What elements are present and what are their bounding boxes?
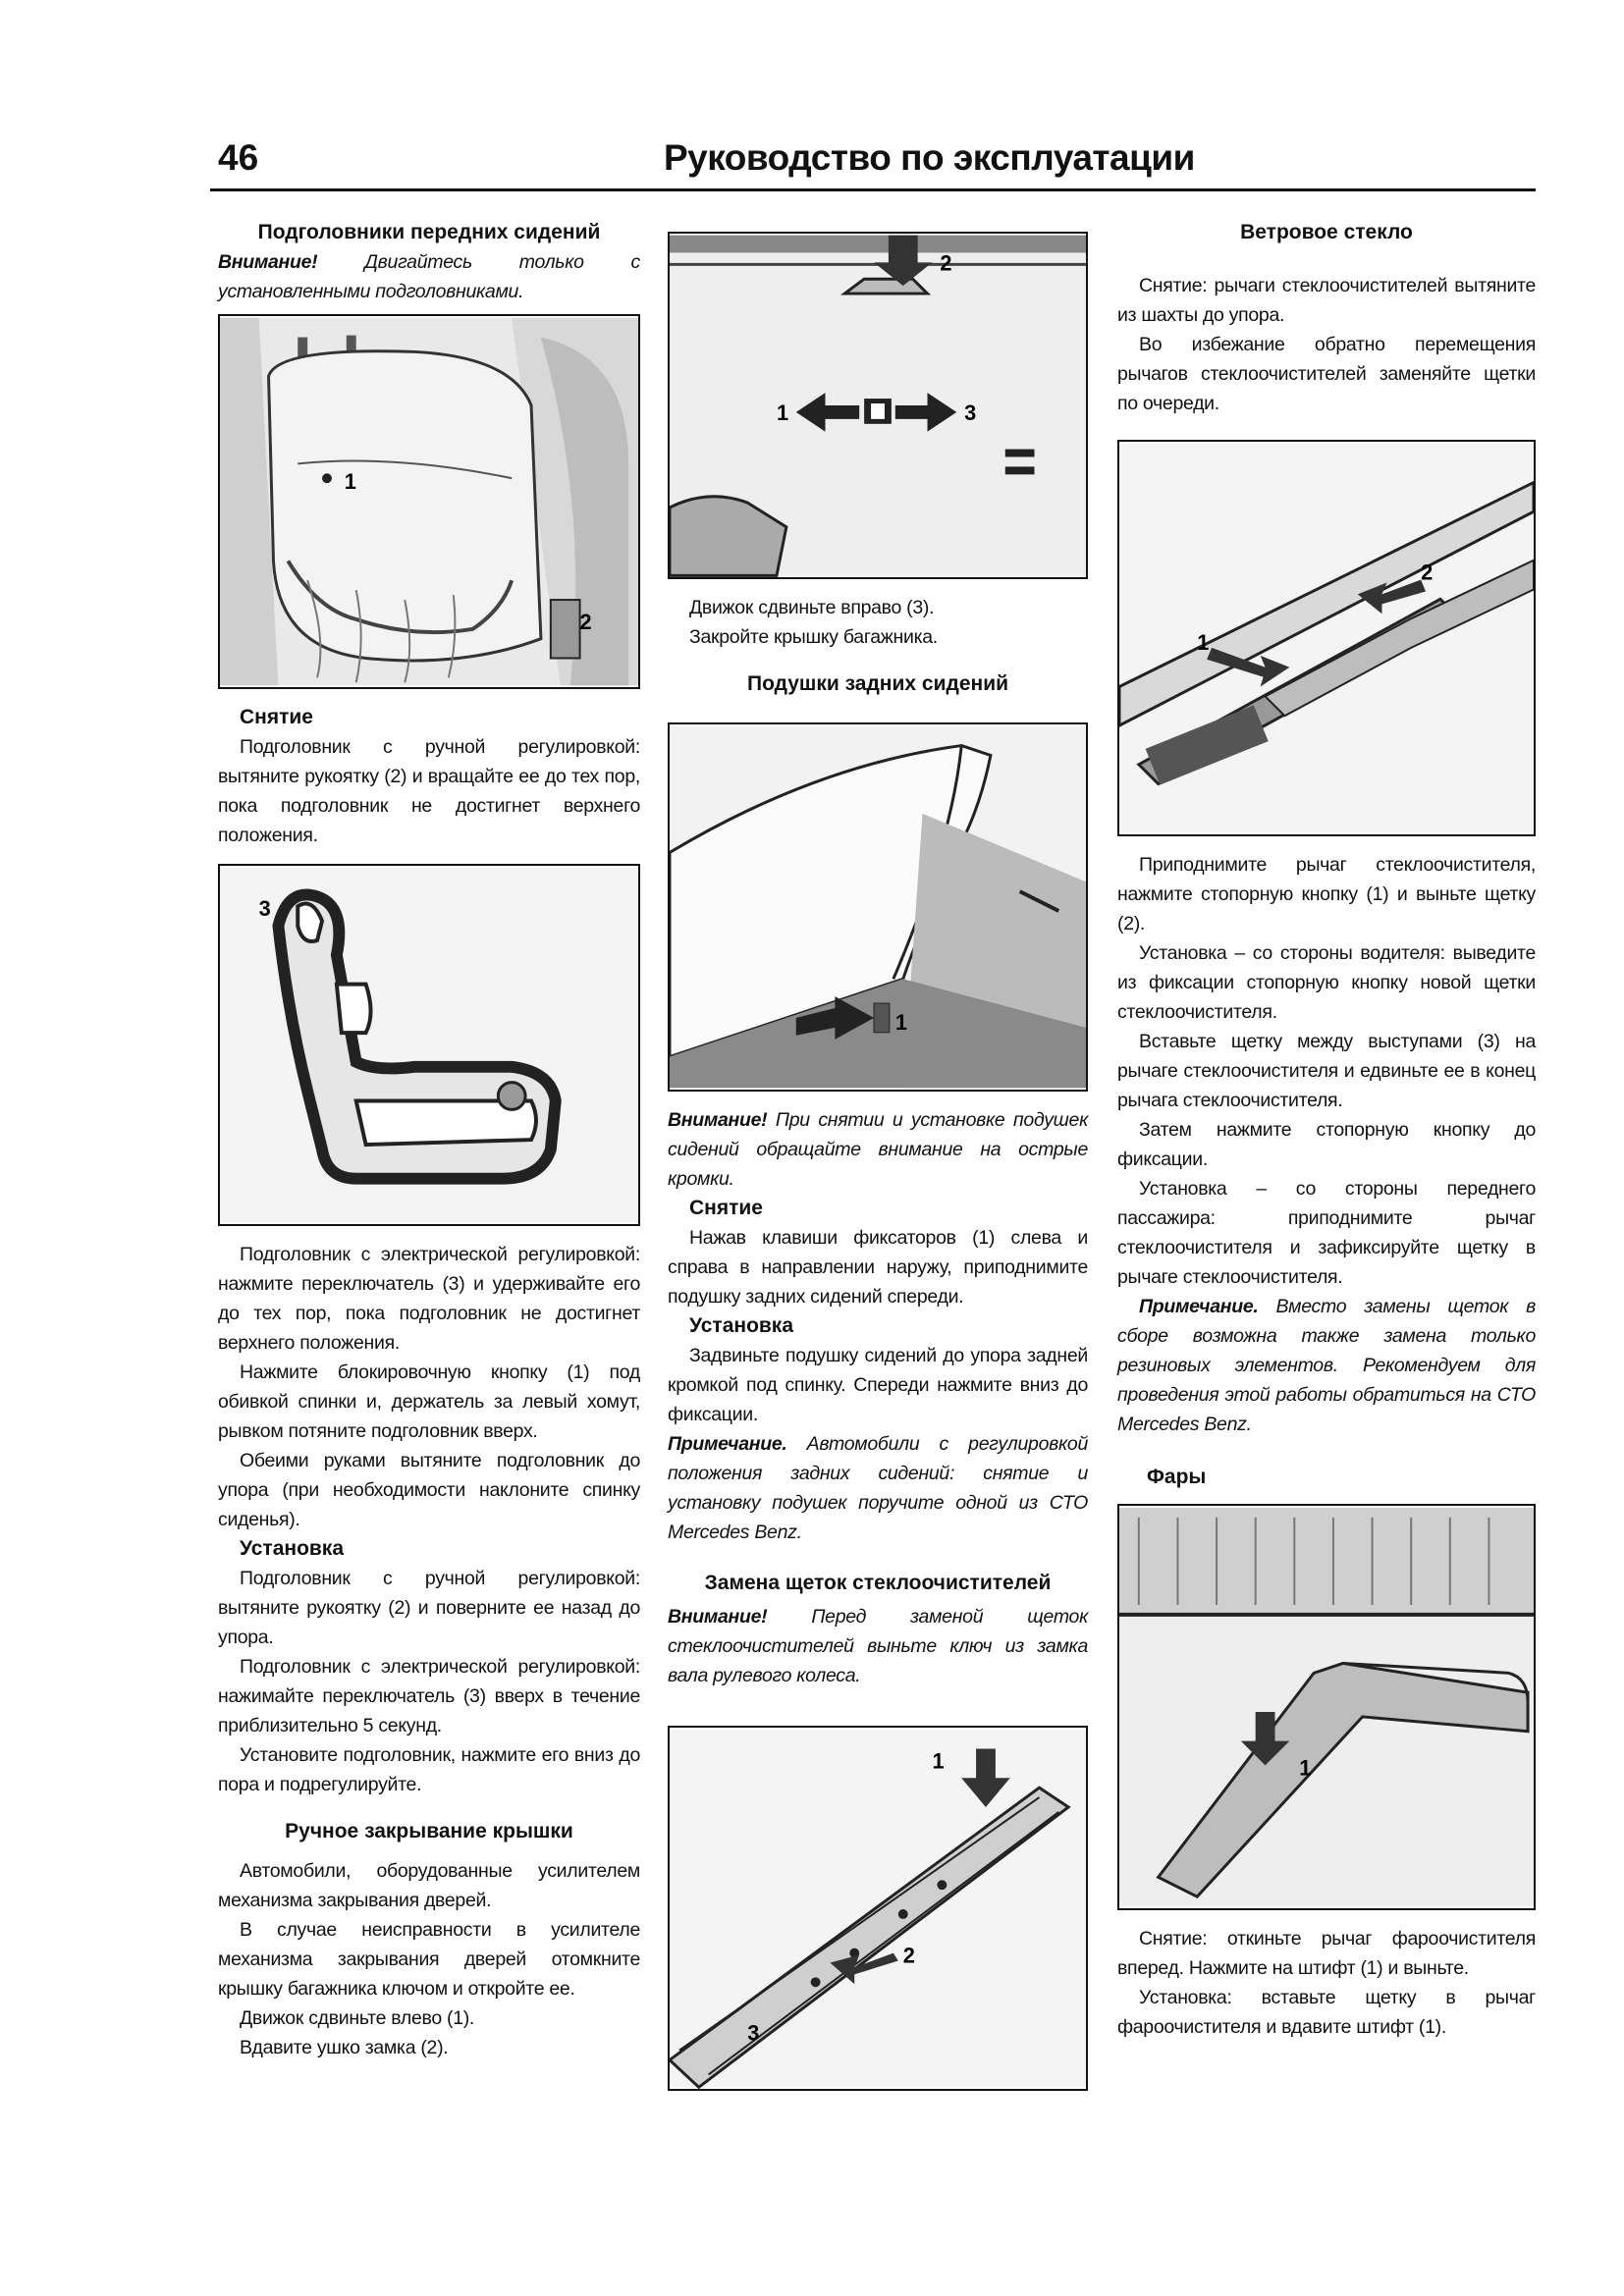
wiper-blade-illustration (670, 1728, 1086, 2089)
note-label: Примечание. (1139, 1296, 1259, 1317)
figure-trunk-slider (668, 232, 1088, 579)
fig5-label-2: 2 (902, 1943, 915, 1968)
fig1-label-1: 1 (344, 469, 356, 495)
warning-label: Внимание! (668, 1109, 768, 1131)
subheading-install: Установка (689, 1314, 793, 1337)
fig7-label-1: 1 (1299, 1755, 1312, 1781)
subheading-install: Установка (240, 1537, 344, 1560)
fig2-label-3: 3 (258, 896, 271, 922)
column-2 (668, 232, 1088, 2105)
heading-wiper-replacement: Замена щеток стеклоочистителей (704, 1572, 1052, 1594)
fig4-label-1: 1 (894, 1009, 907, 1035)
para-lock-button: Нажмите блокировочную кнопку (1) под обивкой спинки и, держатель за левый хомут, рывком потяните подголовник вверх. (218, 1362, 640, 1442)
note-text: Вместо замены щеток в сборе возможна также замена только резиновых элементов. Рекомендуем для проведения этой работы обратиться на СТО Mercedes Benz. (1117, 1296, 1536, 1435)
subheading-removal: Снятие (689, 1197, 763, 1219)
note-windshield (1117, 1292, 1536, 1439)
warning-cushions (668, 1105, 1088, 1194)
subheading-removal: Снятие (240, 706, 313, 728)
para-press: Затем нажмите стопорную кнопку до фиксации. (1117, 1119, 1536, 1170)
wiper-lift-illustration (1119, 442, 1534, 834)
para-slide-right: Движок сдвиньте вправо (3). (689, 597, 935, 618)
heading-manual-lid: Ручное закрывание крышки (285, 1820, 573, 1842)
para-avoid: Во избежание обратно перемещения рычагов стеклоочистителей заменяйте щетки по очереди. (1117, 334, 1536, 414)
figure-seat-switch (218, 864, 640, 1226)
para-cushion-removal: Нажав клавиши фиксаторов (1) слева и справа в направлении наружу, приподнимите подушку задних сидений спереди. (668, 1227, 1088, 1308)
headlight-wiper-illustration (1119, 1506, 1534, 1908)
para-lid-fault: В случае неисправности в усилителе механизма закрывания дверей отомкните крышку багажника ключом и откройте ее. (218, 1919, 640, 2000)
note-text: Автомобили с регулировкой положения задних сидений: снятие и установку подушек поручите одной из СТО Mercedes Benz. (668, 1433, 1088, 1543)
fig5-label-3: 3 (747, 2020, 760, 2046)
page-title: Руководство по эксплуатации (664, 137, 1195, 178)
heading-windshield: Ветровое стекло (1240, 221, 1413, 243)
para-lid-latch: Вдавите ушко замка (2). (240, 2037, 449, 2058)
heading-headlights: Фары (1147, 1466, 1207, 1488)
para-install-manual: Подголовник с ручной регулировкой: вытяните рукоятку (2) и поверните ее назад до упора. (218, 1568, 640, 1648)
fig3-label-2: 2 (940, 250, 952, 276)
para-passenger: Установка – со стороны переднего пассажира: приподнимите рычаг стеклоочистителя и зафиксируйте щетку в рычаге стеклоочистителя. (1117, 1178, 1536, 1288)
warning-text: Перед заменой щеток стеклоочистителей выньте ключ из замка вала рулевого колеса. (668, 1606, 1088, 1686)
para-both-hands: Обеими руками вытяните подголовник до упора (при необходимости наклоните спинку сиденья). (218, 1450, 640, 1530)
page-number: 46 (218, 137, 259, 178)
heading-front-headrests: Подголовники передних сидений (257, 221, 601, 243)
warning-label: Внимание! (668, 1606, 768, 1628)
figure-wiper-lift (1117, 440, 1536, 836)
trunk-slider-illustration (670, 234, 1086, 577)
para-lift: Приподнимите рычаг стеклоочистителя, нажмите стопорную кнопку (1) и выньте щетку (2). (1117, 854, 1536, 934)
note-label: Примечание. (668, 1433, 787, 1455)
warning-text: При снятии и установке подушек сидений обращайте внимание на острые кромки. (668, 1109, 1088, 1190)
seat-switch-illustration (220, 866, 638, 1224)
heading-rear-cushions: Подушки задних сидений (746, 672, 1009, 695)
figure-rear-cushion (668, 722, 1088, 1092)
para-driver: Установка – со стороны водителя: выведите из фиксации стопорную кнопку новой щетки стеклоочистителя. (1117, 942, 1536, 1023)
fig3-label-1: 1 (776, 400, 789, 425)
fig1-label-2: 2 (579, 609, 592, 634)
para-removal-manual: Подголовник с ручной регулировкой: вытяните рукоятку (2) и вращайте ее до тех пор, пока подголовник не достигнет верхнего положения. (218, 736, 640, 846)
para-install-electric: Подголовник с электрической регулировкой: нажимайте переключатель (3) вверх в течение приблизительно 5 секунд. (218, 1656, 640, 1736)
fig3-label-3: 3 (964, 400, 977, 425)
fig6-label-1: 1 (1197, 629, 1210, 655)
warning-headrests (218, 247, 640, 306)
para-lid-slide: Движок сдвиньте влево (1). (240, 2007, 475, 2029)
para-close-lid: Закройте крышку багажника. (689, 626, 938, 648)
headrest-illustration (220, 316, 638, 687)
para-install-final: Установите подголовник, нажмите его вниз до пора и подрегулируйте. (218, 1744, 640, 1795)
para-insert: Вставьте щетку между выступами (3) на рычаге стеклоочистителя и едвиньте ее в конец рычага стеклоочистителя. (1117, 1031, 1536, 1111)
figure-headrest (218, 314, 640, 689)
para-headlight-removal: Снятие: откиньте рычаг фароочистителя вперед. Нажмите на штифт (1) и выньте. (1117, 1928, 1536, 1979)
para-windshield-removal: Снятие: рычаги стеклоочистителей вытяните из шахты до упора. (1117, 275, 1536, 326)
figure-wiper-blade (668, 1726, 1088, 2091)
para-cushion-install: Задвиньте подушку сидений до упора задней кромкой под спинку. Спереди нажмите вниз до фиксации. (668, 1345, 1088, 1425)
fig5-label-1: 1 (932, 1748, 945, 1774)
column-3 (1117, 218, 1536, 2042)
para-lid-auto: Автомобили, оборудованные усилителем механизма закрывания дверей. (218, 1860, 640, 1911)
warning-wipers (668, 1602, 1088, 1690)
fig6-label-2: 2 (1421, 560, 1434, 585)
warning-text: Двигайтесь только с установленными подголовниками. (218, 251, 640, 302)
note-cushions (668, 1429, 1088, 1547)
warning-label: Внимание! (218, 251, 318, 273)
header-rule (210, 188, 1536, 191)
para-headlight-install: Установка: вставьте щетку в рычаг фароочистителя и вдавите штифт (1). (1117, 1987, 1536, 2038)
column-1 (218, 218, 640, 2062)
para-electric: Подголовник с электрической регулировкой: нажмите переключатель (3) и удерживайте его до тех пор, пока подголовник не достигнет верхнего положения. (218, 1244, 640, 1354)
figure-headlight-wiper (1117, 1504, 1536, 1910)
rear-cushion-illustration (670, 724, 1086, 1090)
